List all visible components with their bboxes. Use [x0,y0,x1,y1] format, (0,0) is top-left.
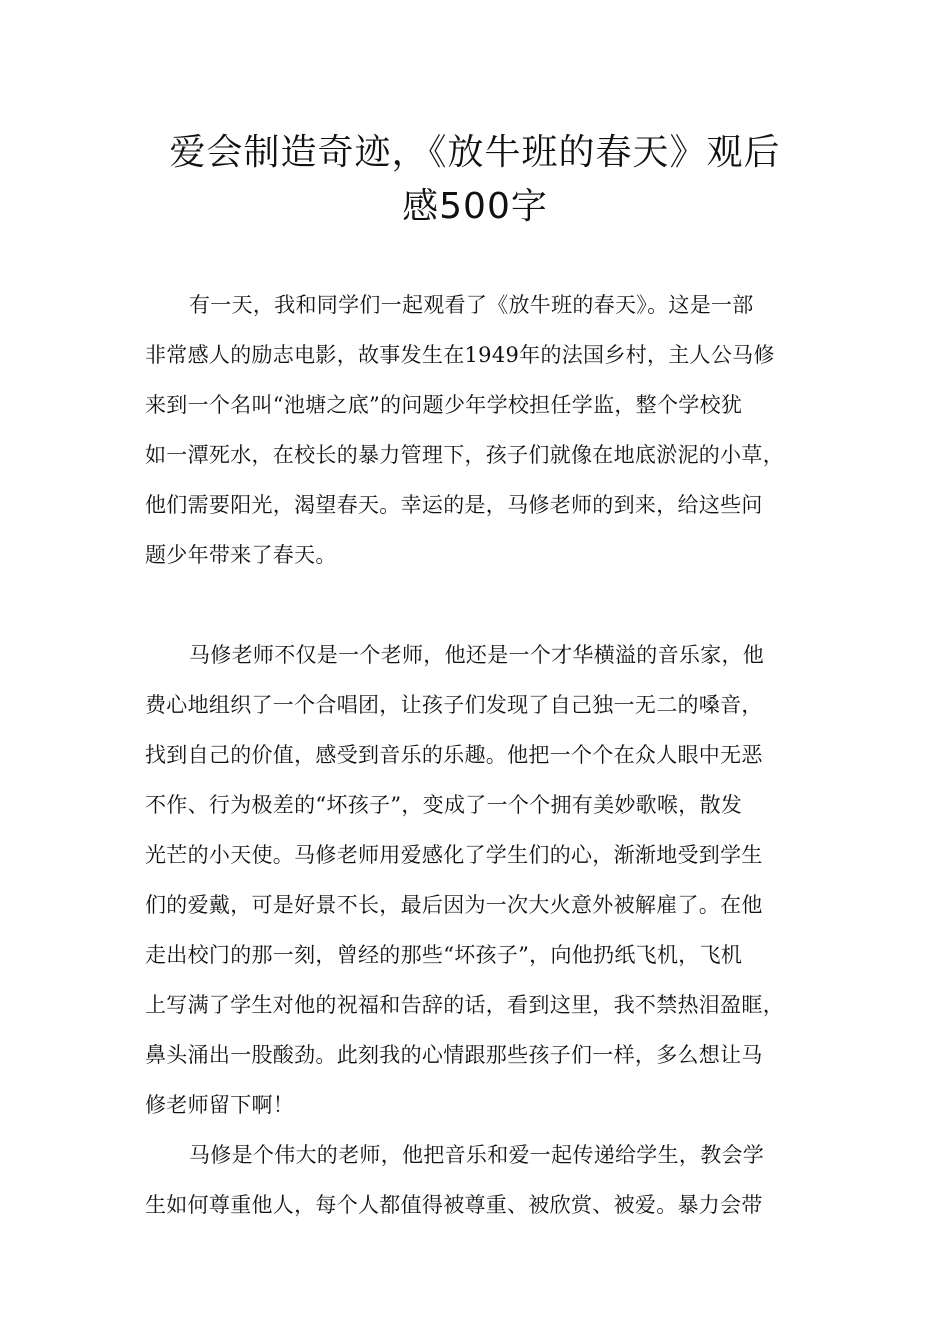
paragraph-1 [145,280,825,580]
text-line: 马修老师不仅是一个老师，他还是一个才华横溢的音乐家，他 [189,643,765,667]
paragraph-2 [145,630,825,1130]
text-line: 修老师留下啊！ [145,1093,295,1117]
text-line: 鼻头涌出一股酸劲。此刻我的心情跟那些孩子们一样，多么想让马 [145,1043,763,1067]
text-line: 上写满了学生对他的祝福和告辞的话，看到这里，我不禁热泪盈眶， [145,993,784,1017]
document-body [145,280,825,1230]
document-title [110,126,840,234]
text-line: 光芒的小天使。马修老师用爱感化了学生们的心，渐渐地受到学生 [145,843,763,867]
text-line: 来到一个名叫“池塘之底”的问题少年学校担任学监，整个学校犹 [145,393,743,417]
text-line: 有一天，我和同学们一起观看了《放牛班的春天》。这是一部 [189,293,754,317]
text-line: 生如何尊重他人，每个人都值得被尊重、被欣赏、被爱。暴力会带 [145,1193,763,1217]
title-line-1: 爱会制造奇迹，《放牛班的春天》观后 [169,132,781,173]
text-line: 费心地组织了一个合唱团，让孩子们发现了自己独一无二的嗓音， [145,693,763,717]
text-line: 走出校门的那一刻，曾经的那些“坏孩子”，向他扔纸飞机，飞机 [145,943,743,967]
text-line: 如一潭死水，在校长的暴力管理下，孩子们就像在地底淤泥的小草， [145,443,784,467]
title-line-2: 感500字 [402,186,548,227]
text-line: 们的爱戴，可是好景不长，最后因为一次大火意外被解雇了。在他 [145,893,763,917]
text-line: 题少年带来了春天。 [145,543,337,567]
text-line: 不作、行为极差的“坏孩子”，变成了一个个拥有美妙歌喉，散发 [145,793,743,817]
text-line: 非常感人的励志电影，故事发生在1949年的法国乡村，主人公马修 [145,343,775,367]
paragraph-gap [145,580,825,630]
paragraph-3 [145,1130,825,1230]
text-line: 他们需要阳光，渴望春天。幸运的是，马修老师的到来，给这些问 [145,493,763,517]
text-line: 找到自己的价值，感受到音乐的乐趣。他把一个个在众人眼中无恶 [145,743,763,767]
text-line: 马修是个伟大的老师，他把音乐和爱一起传递给学生，教会学 [189,1143,765,1167]
